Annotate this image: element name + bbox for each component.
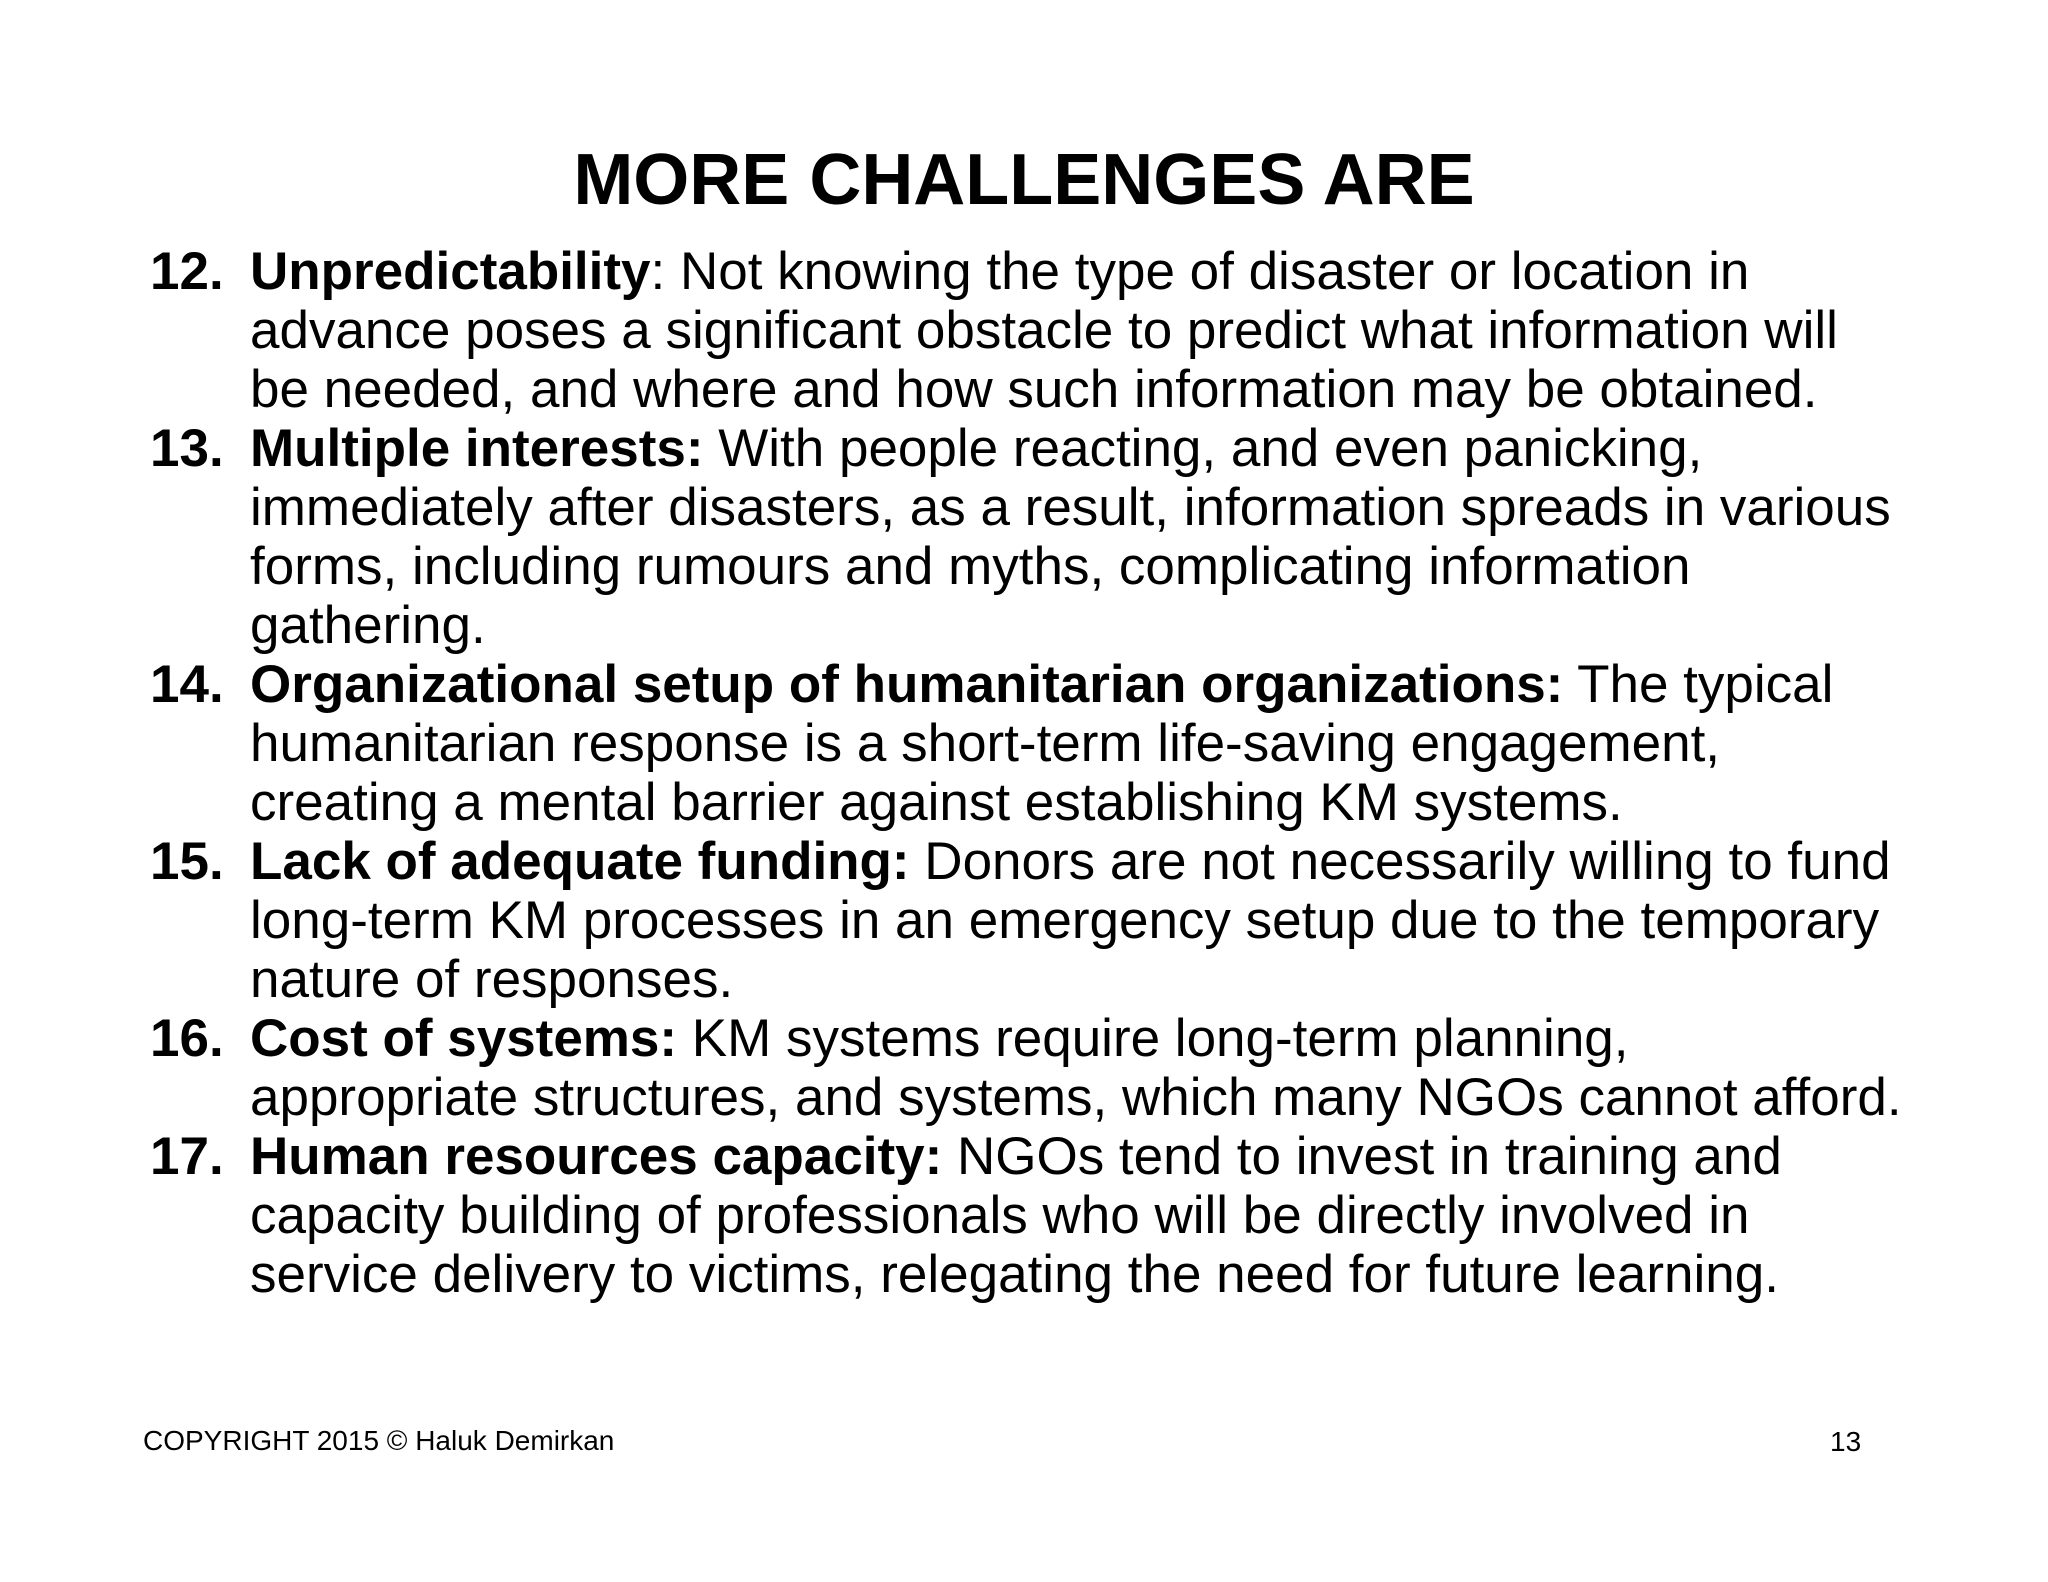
- item-text: KM systems require long-term planning, appropriate structures, and systems, which many NGOs cannot afford.: [250, 1009, 1902, 1127]
- item-number: 13.: [150, 419, 224, 478]
- item-term: Cost of systems:: [250, 1009, 678, 1068]
- item-text: : Not knowing the type of disaster or location in advance poses a significant obstacle to predict what information will be needed, and where and how such information may be obtained.: [250, 242, 1838, 419]
- item-body: [250, 1009, 1910, 1127]
- item-text: NGOs tend to invest in training and capacity building of professionals who will be directly involved in service delivery to victims, relegating the need for future learning.: [250, 1127, 1782, 1304]
- item-body: [250, 419, 1910, 655]
- item-term: Organizational setup of humanitarian organizations:: [250, 655, 1564, 714]
- item-text: With people reacting, and even panicking, immediately after disasters, as a result, information spreads in various forms, including rumours and myths, complicating information gathering.: [250, 419, 1891, 655]
- item-text: Donors are not necessarily willing to fund long-term KM processes in an emergency setup due to the temporary nature of responses.: [250, 832, 1891, 1009]
- challenge-item-14: [150, 655, 1910, 832]
- challenge-item-15: [150, 832, 1910, 1009]
- item-body: [250, 655, 1910, 832]
- item-body: [250, 832, 1910, 1009]
- item-term: Multiple interests:: [250, 419, 704, 478]
- item-body: [250, 242, 1910, 419]
- item-body: [250, 1127, 1910, 1304]
- item-number: 12.: [150, 242, 224, 301]
- challenge-list: [150, 242, 1910, 1304]
- challenge-item-13: [150, 419, 1910, 655]
- item-number: 16.: [150, 1009, 224, 1068]
- item-text: The typical humanitarian response is a short-term life-saving engagement, creating a mental barrier against establishing KM systems.: [250, 655, 1834, 832]
- challenge-item-17: [150, 1127, 1910, 1304]
- slide-title: MORE CHALLENGES ARE: [573, 140, 1475, 220]
- page-number: 13: [1830, 1426, 1862, 1457]
- challenge-item-16: [150, 1009, 1910, 1127]
- item-number: 15.: [150, 832, 224, 891]
- challenge-item-12: [150, 242, 1910, 419]
- footer-copyright: COPYRIGHT 2015 © Haluk Demirkan: [143, 1425, 615, 1456]
- item-term: Unpredictability: [250, 242, 651, 301]
- item-number: 14.: [150, 655, 224, 714]
- item-term: Human resources capacity:: [250, 1127, 943, 1186]
- item-number: 17.: [150, 1127, 224, 1186]
- item-term: Lack of adequate funding:: [250, 832, 910, 891]
